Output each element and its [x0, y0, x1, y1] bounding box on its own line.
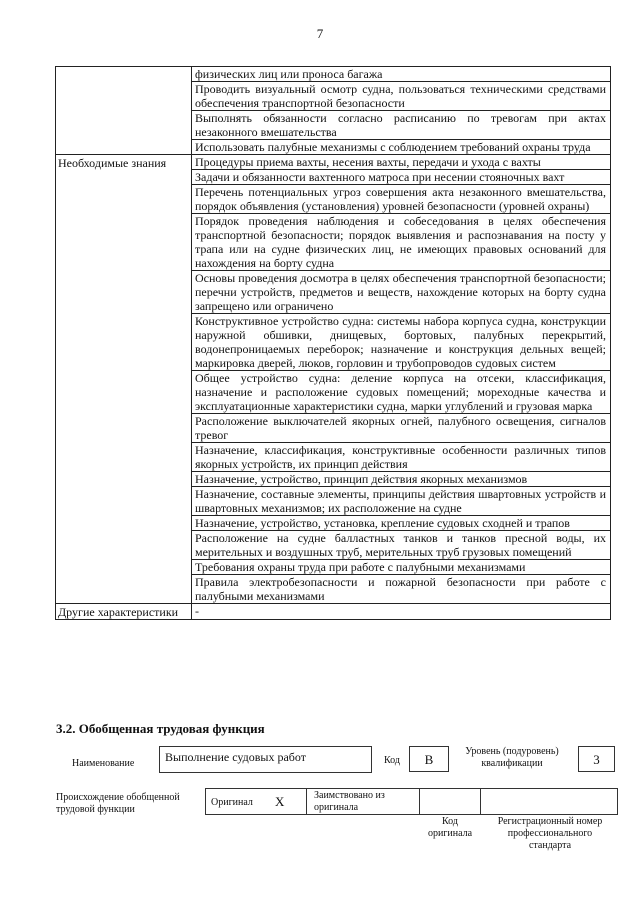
table-cell-text: - [192, 604, 611, 620]
table-cell-text: Назначение, устройство, установка, крепление судовых сходней и трапов [192, 516, 611, 531]
table-cell-text: Общее устройство судна: деление корпуса на отсеки, классификация, назначение и расположение судовых помещений; мореходные качества и эксплуатационные характеристики судна, марки углублений и грузовая марка [192, 371, 611, 414]
origin-label: Происхождение обобщенной трудовой функции [56, 792, 180, 815]
level-value: 3 [578, 746, 615, 772]
original-label: Оригинал [211, 797, 253, 808]
table-cell-label: Необходимые знания [56, 155, 192, 604]
table-cell-text: Назначение, устройство, принцип действия якорных механизмов [192, 472, 611, 487]
table-cell-label: Другие характеристики [56, 604, 192, 620]
table-cell-text: Процедуры приема вахты, несения вахты, передачи и ухода с вахты [192, 155, 611, 170]
original-code-label: Код оригинала [427, 816, 473, 839]
table-cell-label [56, 67, 192, 155]
table-row [56, 155, 611, 170]
page-number: 7 [316, 26, 324, 41]
table-cell-text: Задачи и обязанности вахтенного матроса при несении стояночных вахт [192, 170, 611, 185]
name-value: Выполнение судовых работ [159, 746, 372, 773]
code-label: Код [384, 755, 400, 766]
section-title: 3.2. Обобщенная трудовая функция [56, 721, 265, 736]
table-cell-text: Расположение выключателей якорных огней, палубного освещения, сигналов тревог [192, 414, 611, 443]
table-cell-text: Использовать палубные механизмы с соблюдением требований охраны труда [192, 140, 611, 155]
competency-table [55, 66, 611, 620]
table-row [56, 67, 611, 82]
code-value: B [409, 746, 449, 772]
borrowed-box [306, 788, 420, 815]
reg-number-label: Регистрационный номер профессионального стандарта [497, 816, 603, 851]
table-cell-text: Конструктивное устройство судна: системы набора корпуса судна, конструкции наружной обшивки, днищевых, бортовых, палубных перекрытий, водонепроницаемых переборок; назначение и конструкция дельных вещей; маркировка дверей, люков, горловин и трубопроводов судовых систем [192, 314, 611, 371]
original-code-box [419, 788, 481, 815]
table-cell-text: Расположение на судне балластных танков и танков пресной воды, их мерительных и воздушных труб, мерительных труб грузовых помещений [192, 531, 611, 560]
table-cell-text: физических лиц или проноса багажа [192, 67, 611, 82]
table-cell-text: Назначение, классификация, конструктивные особенности различных типов якорных устройств, их принцип действия [192, 443, 611, 472]
table-cell-text: Требования охраны труда при работе с палубными механизмами [192, 560, 611, 575]
table-cell-text: Назначение, составные элементы, принципы действия швартовных устройств и швартовных механизмов; их расположение на судне [192, 487, 611, 516]
name-label: Наименование [72, 758, 135, 769]
table-cell-text: Основы проведения досмотра в целях обеспечения транспортной безопасности; перечни устройств, предметов и веществ, нахождение которых на борту судна запрещено или ограничено [192, 271, 611, 314]
borrowed-label: Заимствовано из оригинала [314, 790, 385, 813]
table-cell-text: Выполнять обязанности согласно расписанию по тревогам при актах незаконного вмешательства [192, 111, 611, 140]
original-mark: X [275, 794, 285, 809]
table-cell-text: Проводить визуальный осмотр судна, пользоваться техническими средствами обеспечения транспортной безопасности [192, 82, 611, 111]
level-label: Уровень (подуровень) квалификации [465, 746, 559, 769]
table-cell-text: Порядок проведения наблюдения и собеседования в целях обеспечения транспортной безопасности; порядок выявления и распознавания на посту у трапа или на судне физических лиц, не имеющих правовых оснований для нахождения на борту судна [192, 214, 611, 271]
table-row [56, 604, 611, 620]
table-cell-text: Правила электробезопасности и пожарной безопасности при работе с палубными механизмами [192, 575, 611, 604]
reg-number-box [480, 788, 618, 815]
table-cell-text: Перечень потенциальных угроз совершения акта незаконного вмешательства, порядок объявления (установления) уровней безопасности (уровней охраны) [192, 185, 611, 214]
